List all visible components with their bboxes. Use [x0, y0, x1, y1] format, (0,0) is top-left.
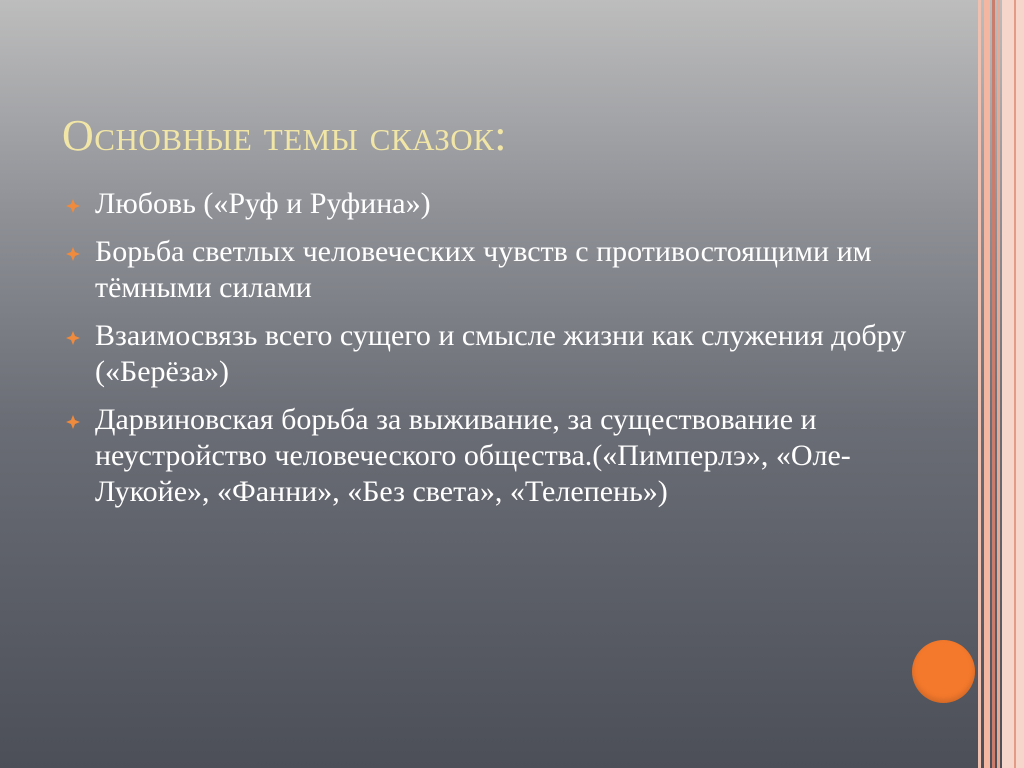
bullet-item [62, 402, 942, 510]
diamond-bullet-icon [66, 247, 80, 261]
decorative-stripe [978, 0, 981, 768]
decorative-stripe [997, 0, 1000, 768]
bullet-item [62, 318, 942, 390]
bullet-text: Борьба светлых человеческих чувств с противостоящими им тёмными силами [95, 235, 872, 304]
bullet-text: Любовь («Руф и Руфина») [95, 187, 431, 220]
bullet-list [62, 186, 942, 522]
bullet-item [62, 234, 942, 306]
diamond-bullet-icon [66, 331, 80, 345]
slide-title: Основные темы сказок: [62, 111, 508, 160]
decorative-stripe [1002, 0, 1024, 768]
diamond-bullet-icon [66, 199, 80, 213]
diamond-bullet-icon [66, 415, 80, 429]
bullet-text: Взаимосвязь всего сущего и смысле жизни как служения добру («Берёза») [95, 319, 907, 388]
decorative-circle [912, 640, 975, 703]
decorative-stripe [1014, 0, 1016, 768]
decorative-stripe [992, 0, 995, 768]
bullet-item [62, 186, 942, 222]
decorative-stripe [984, 0, 990, 768]
bullet-text: Дарвиновская борьба за выживание, за существование и неустройство человеческого общества.(«Пимперлэ», «Оле-Лукойе», «Фанни», «Без света», «Телепень») [95, 403, 851, 508]
